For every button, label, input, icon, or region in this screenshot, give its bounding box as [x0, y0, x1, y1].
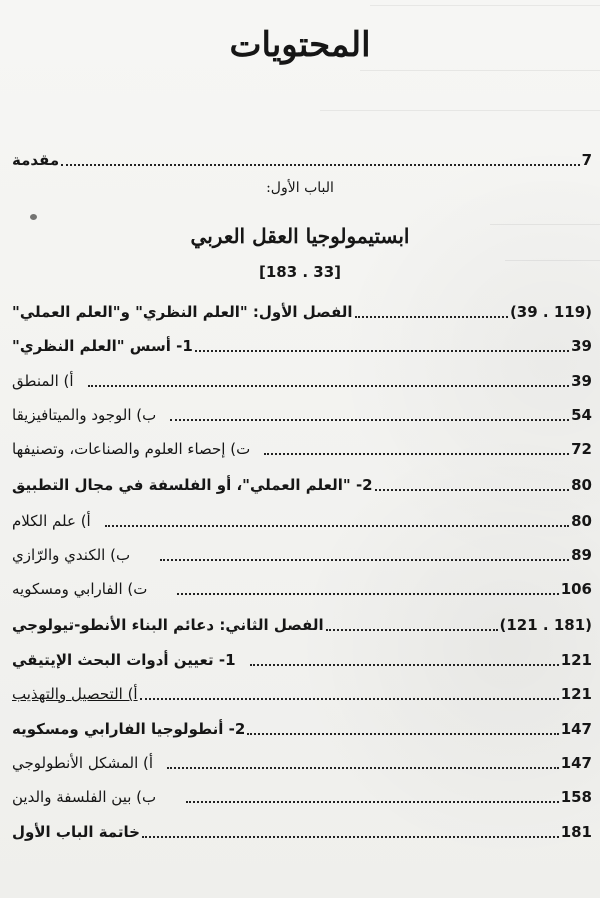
toc-page-number: 80	[571, 512, 592, 530]
toc-dot-leader	[247, 733, 558, 735]
toc-page-number: 72	[571, 440, 592, 458]
toc-entry	[12, 332, 592, 356]
page-title: المحتويات	[229, 25, 371, 65]
toc-entry-title: أ) المشكل الأنطولوجي	[12, 754, 154, 772]
toc-entry	[12, 818, 592, 842]
toc-entry-title: الفصل الأول: "العلم النظري" و"العلم العملي"	[12, 303, 353, 321]
toc-dot-leader	[186, 801, 559, 803]
toc-dot-leader	[375, 489, 570, 491]
toc-dot-leader	[264, 453, 569, 455]
toc-entry	[12, 541, 592, 565]
page-bleed-line	[370, 5, 600, 6]
toc-entry	[12, 367, 592, 391]
toc-entry	[12, 715, 592, 739]
toc-entry	[12, 646, 592, 670]
toc-entry-intro	[12, 146, 592, 170]
toc-entry-title: الفصل الثاني: دعائم البناء الأنطو-تيولوجي	[12, 616, 324, 634]
toc-page-number: 89	[571, 546, 592, 564]
page-bleed-line	[360, 70, 600, 71]
toc-page-number: 80	[571, 476, 592, 494]
toc-page-number: 147	[560, 754, 592, 772]
toc-page-number: 158	[560, 788, 592, 806]
page-bleed-line	[320, 110, 600, 111]
toc-page-number: 106	[560, 580, 592, 598]
toc-page-number: 39	[571, 372, 592, 390]
toc-dot-leader	[160, 559, 569, 561]
toc-entry-title: 1- أسس "العلم النظري"	[12, 337, 193, 355]
toc-entry	[12, 783, 592, 807]
toc-page-number: (39 . 119)	[509, 303, 592, 321]
toc-page-number: 7	[581, 151, 592, 169]
toc-dot-leader	[195, 350, 569, 352]
toc-entry-title: أ) علم الكلام	[12, 512, 91, 530]
toc-entry	[12, 471, 592, 495]
toc-entry-title: مقدمة	[12, 151, 60, 169]
toc-page-number: 147	[560, 720, 592, 738]
page-bleed-line	[505, 260, 600, 261]
part-label: الباب الأول:	[266, 180, 334, 196]
toc-entry-title: 2- "العلم العملي"، أو الفلسفة في مجال التطبيق	[12, 476, 373, 494]
toc-entry	[12, 507, 592, 531]
toc-entry-title: ت) إحصاء العلوم والصناعات، وتصنيفها	[12, 440, 251, 458]
toc-dot-leader	[88, 385, 570, 387]
toc-dot-leader	[250, 664, 559, 666]
toc-entry-title: 2- أنطولوجيا الفارابي ومسكويه	[12, 720, 246, 738]
toc-entry-title: ب) الوجود والميتافيزيقا	[12, 406, 157, 424]
toc-dot-leader	[177, 593, 558, 595]
toc-entry-title: ب) الكندي والرّازي	[12, 546, 131, 564]
toc-dot-leader	[105, 525, 569, 527]
toc-entry-title: أ) المنطق	[12, 372, 74, 390]
toc-page-number: 121	[560, 651, 592, 669]
toc-entry-title: 1- تعيين أدوات البحث الإيتيقي	[12, 651, 236, 669]
toc-entry	[12, 575, 592, 599]
toc-page-number: 39	[571, 337, 592, 355]
part-title: ابستيمولوجيا العقل العربي	[190, 224, 410, 248]
toc-entry	[12, 611, 592, 635]
toc-entry	[12, 680, 592, 704]
part-page-range: [183 . 33]	[258, 263, 342, 281]
paper-speck	[30, 214, 37, 220]
toc-entry	[12, 749, 592, 773]
toc-dot-leader	[140, 698, 559, 700]
toc-dot-leader	[326, 629, 498, 631]
toc-dot-leader	[355, 316, 508, 318]
toc-page-number: (121 . 181)	[499, 616, 592, 634]
toc-page-number: 121	[560, 685, 592, 703]
toc-page-number: 54	[571, 406, 592, 424]
toc-dot-leader	[61, 164, 579, 166]
toc-entry	[12, 298, 592, 322]
toc-entry-title: ب) بين الفلسفة والدين	[12, 788, 157, 806]
toc-entry-title: ت) الفارابي ومسكويه	[12, 580, 148, 598]
toc-entry-title: أ) التحصيل والتهذيب	[12, 685, 138, 703]
toc-entry	[12, 435, 592, 459]
toc-page-number: 181	[560, 823, 592, 841]
toc-dot-leader	[170, 419, 569, 421]
toc-dot-leader	[167, 767, 559, 769]
toc-dot-leader	[142, 836, 559, 838]
toc-entry-title: خاتمة الباب الأول	[12, 823, 140, 841]
toc-entry	[12, 401, 592, 425]
